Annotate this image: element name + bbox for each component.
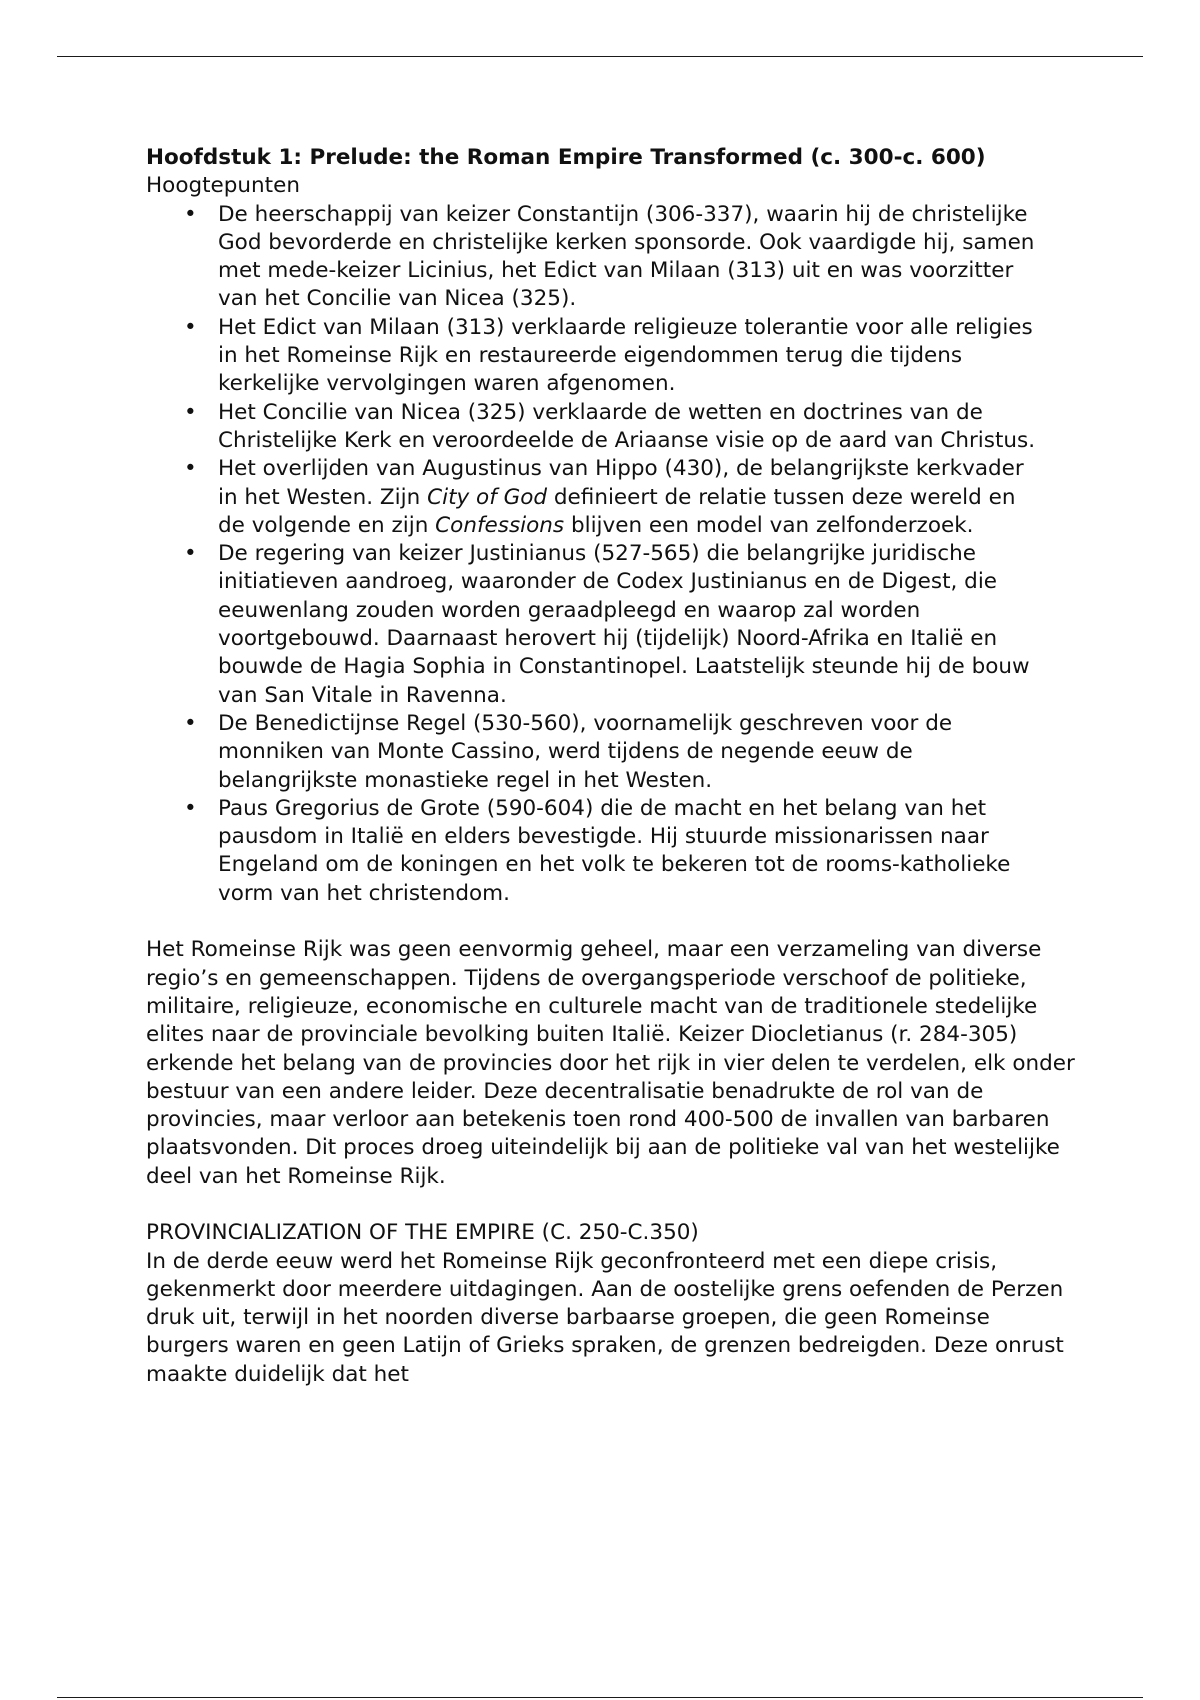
section-heading: PROVINCIALIZATION OF THE EMPIRE (C. 250-C.350) [146, 1220, 699, 1246]
page-content [146, 144, 1076, 1389]
spacer [146, 1191, 1076, 1219]
list-item-text: Het overlijden van Augustinus van Hippo (430), de belangrijkste kerkvader in het Westen. Zijn [218, 456, 1024, 510]
top-rule [57, 56, 1143, 57]
list-item-text: Het Concilie van Nicea (325) verklaarde de wetten en doctrines van de Christelijke Kerk en veroordeelde de Ariaanse visie op de aard van Christus. [218, 399, 1036, 453]
bullet-icon: • [184, 456, 197, 482]
bullet-icon: • [184, 314, 197, 340]
list-item-text: definieert de relatie tussen deze wereld en de volgende en zijn [218, 484, 1016, 538]
list-item [184, 201, 1048, 314]
bottom-rule [57, 1697, 1143, 1698]
chapter-title: Hoofdstuk 1: Prelude: the Roman Empire Transformed (c. 300-c. 600) [146, 145, 986, 170]
list-item-text: Het Edict van Milaan (313) verklaarde religieuze tolerantie voor alle religies in het Romeinse Rijk en restaureerde eigendommen terug die tijdens kerkelijke vervolgingen waren afgenomen. [218, 314, 1033, 397]
book-title-city-of-god: City of God [427, 484, 548, 510]
bullet-icon: • [184, 541, 197, 567]
list-item-text: blijven een model van zelfonderzoek. [564, 512, 974, 538]
bullet-icon: • [184, 710, 197, 736]
spacer [146, 908, 1076, 936]
book-title-confessions: Confessions [435, 512, 565, 538]
list-item-text: De regering van keizer Justinianus (527-565) die belangrijke juridische initiatieven aandroeg, waaronder de Codex Justinianus en de Digest, die eeuwenlang zouden worden geraadpleegd en waarop zal worden voortgebouwd. Daarnaast herovert hij (tijdelijk) Noord-Afrika en Italië en bouwde de Hagia Sophia in Constantinopel. Laatstelijk steunde hij de bouw van San Vitale in Ravenna. [218, 541, 1030, 708]
list-item-text: De heerschappij van keizer Constantijn (306-337), waarin hij de christelijke God bevorderde en christelijke kerken sponsorde. Ook vaardigde hij, samen met mede-keizer Licinius, het Edict van Milaan (313) uit en was voorzitter van het Concilie van Nicea (325). [218, 201, 1035, 312]
bullet-icon: • [184, 201, 197, 227]
list-item [184, 314, 1048, 399]
list-item [184, 455, 1048, 540]
list-item [184, 710, 1048, 795]
bullet-icon: • [184, 795, 197, 821]
list-item [184, 399, 1048, 456]
list-item [184, 540, 1048, 710]
bullet-icon: • [184, 399, 197, 425]
highlights-subheading: Hoogtepunten [146, 173, 300, 199]
list-item-text: Paus Gregorius de Grote (590-604) die de macht en het belang van het pausdom in Italië en elders bevestigde. Hij stuurde missionarissen naar Engeland om de koningen en het volk te bekeren tot de rooms-katholieke vorm van het christendom. [218, 795, 1011, 906]
highlights-list [146, 201, 1048, 908]
list-item [184, 795, 1048, 908]
list-item-text: De Benedictijnse Regel (530-560), voornamelijk geschreven voor de monniken van Monte Cassino, werd tijdens de negende eeuw de belangrijkste monastieke regel in het Westen. [218, 710, 953, 793]
section-paragraph: In de derde eeuw werd het Romeinse Rijk geconfronteerd met een diepe crisis, gekenmerkt door meerdere uitdagingen. Aan de oostelijke grens oefenden de Perzen druk uit, terwijl in het noorden diverse barbaarse groepen, die geen Romeinse burgers waren en geen Latijn of Grieks spraken, de grenzen bedreigden. Deze onrust maakte duidelijk dat het [146, 1248, 1064, 1387]
intro-paragraph: Het Romeinse Rijk was geen eenvormig geheel, maar een verzameling van diverse regio’s en gemeenschappen. Tijdens de overgangsperiode verschoof de politieke, militaire, religieuze, economische en culturele macht van de traditionele stedelijke elites naar de provinciale bevolking buiten Italië. Keizer Diocletianus (r. 284-305) erkende het belang van de provincies door het rijk in vier delen te verdelen, elk onder bestuur van een andere leider. Deze decentralisatie benadrukte de rol van de provincies, maar verloor aan betekenis toen rond 400-500 de invallen van barbaren plaatsvonden. Dit proces droeg uiteindelijk bij aan de politieke val van het westelijke deel van het Romeinse Rijk. [146, 937, 1075, 1189]
